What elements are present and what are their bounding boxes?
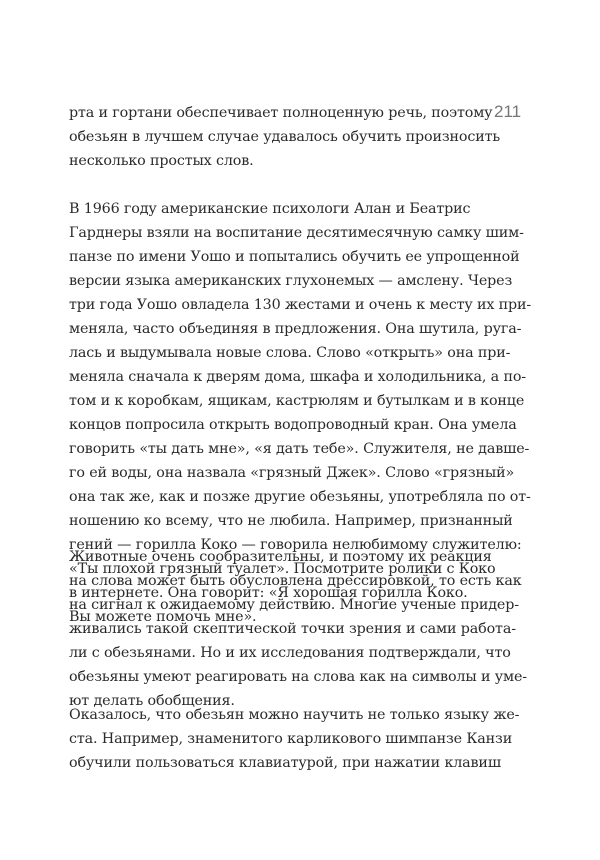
page-number: 211 [494, 102, 522, 121]
text-line: версии языка американских глухонемых — амслену. Через [69, 273, 513, 289]
text-line: говорить «ты дать мне», «я дать тебе». Служителя, не давше- [69, 441, 530, 457]
text-line: Оказалось, что обезьян можно научить не только языку же- [69, 707, 520, 723]
text-line: рта и гортани обеспечивает полноценную речь, поэтому [69, 105, 493, 121]
text-line: меняла, часто объединяя в предложения. Она шутила, руга- [69, 321, 522, 337]
text-line: лась и выдумывала новые слова. Слово «открыть» она при- [69, 345, 511, 361]
text-line: ста. Например, знаменитого карликового шимпанзе Канзи [69, 731, 513, 747]
text-line: ли с обезьянами. Но и их исследования подтверждали, что [69, 645, 511, 661]
text-line: Вы можете помочь мне». [69, 609, 257, 625]
text-line: Животные очень сообразительны, и поэтому их реакция [69, 549, 492, 565]
text-line: несколько простых слов. [69, 153, 254, 169]
text-line: панзе по имени Уошо и попытались обучить ее упрощенной [69, 249, 520, 265]
text-line: она так же, как и позже другие обезьяны, употребляла по от- [69, 489, 531, 505]
text-line: на сигнал к ожидаемому действию. Многие ученые придер- [69, 597, 519, 613]
text-line: обезьяны умеют реагировать на слова как на символы и уме- [69, 669, 527, 685]
text-line: Гарднеры взяли на воспитание десятимесячную самку шим- [69, 225, 524, 241]
text-line: ют делать обобщения. [69, 693, 235, 709]
text-line: живались такой скептической точки зрения и сами работа- [69, 621, 516, 637]
text-line: обучили пользоваться клавиатурой, при нажатии клавиш [69, 755, 501, 771]
text-line: В 1966 году американские психологи Алан и Беатрис [69, 201, 471, 217]
text-line: концов попросила открыть водопроводный кран. Она умела [69, 417, 517, 433]
text-line: в интернете. Она говорит: «Я хорошая горилла Коко. [69, 585, 468, 601]
text-line: меняла сначала к дверям дома, шкафа и холодильника, а по- [69, 369, 526, 385]
text-line: три года Уошо овладела 130 жестами и очень к месту их при- [69, 297, 532, 313]
text-line: ношению ко всему, что не любила. Например, признанный [69, 513, 513, 529]
paragraph [69, 101, 499, 173]
text-line: го ей воды, она назвала «грязный Джек». Слово «грязный» [69, 465, 515, 481]
text-line: том и к коробкам, ящикам, кастрюлям и бутылкам и в конце [69, 393, 525, 409]
text-line: обезьян в лучшем случае удавалось обучить произносить [69, 129, 501, 145]
text-line: на слова может быть обусловлена дрессировкой, то есть как [69, 573, 522, 589]
text-line: гений — горилла Коко — говорила нелюбимому служителю: [69, 537, 522, 553]
paragraph [69, 703, 520, 775]
text-line: «Ты плохой грязный туалет». Посмотрите ролики с Коко [69, 561, 496, 577]
